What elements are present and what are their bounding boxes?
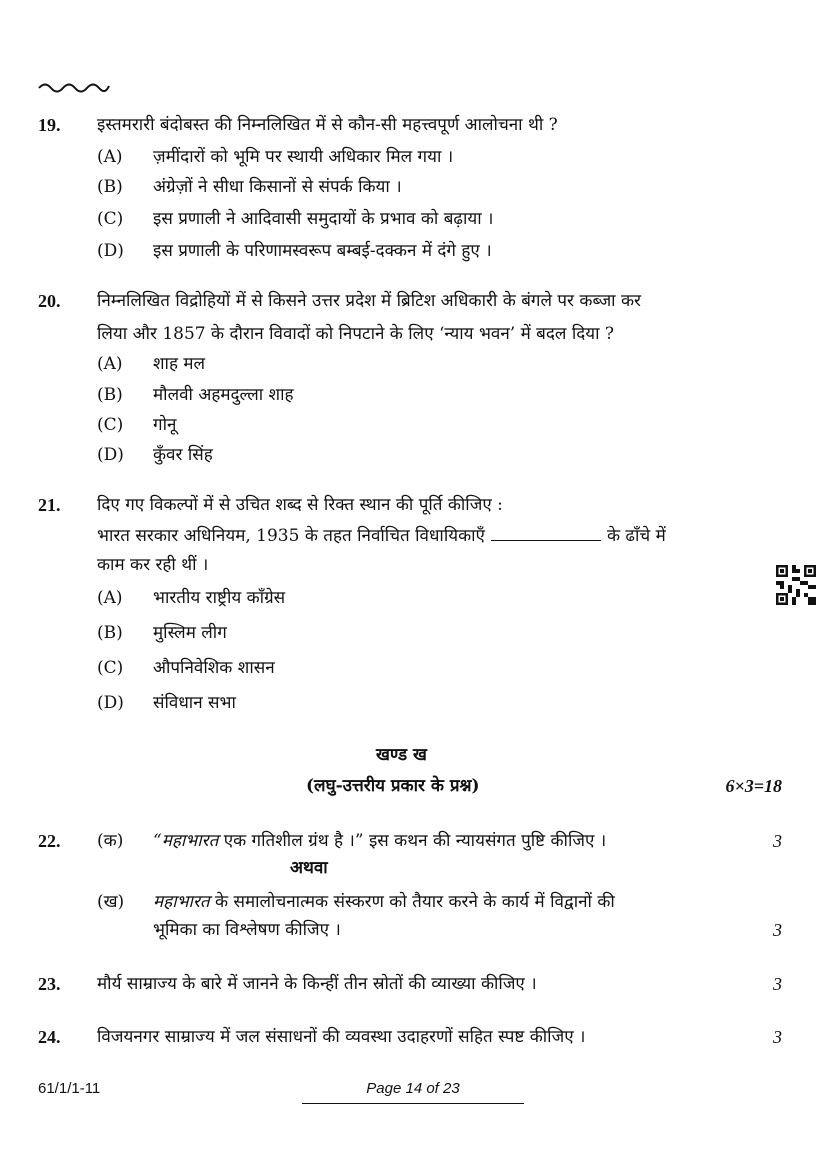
or-separator: अथवा: [290, 858, 328, 878]
question-text: इस्तमरारी बंदोबस्त की निम्नलिखित में से कौन-सी महत्त्वपूर्ण आलोचना थी ?: [97, 115, 558, 135]
question-text: विजयनगर साम्राज्य में जल संसाधनों की व्यवस्था उदाहरणों सहित स्पष्ट कीजिए ।: [97, 1027, 586, 1047]
option-text: इस प्रणाली ने आदिवासी समुदायों के प्रभाव को बढ़ाया ।: [153, 209, 494, 229]
subpart-label: (ख): [97, 892, 125, 912]
question-text: भूमिका का विश्लेषण कीजिए ।: [153, 920, 341, 940]
question-text-part: के ढाँचे में: [606, 526, 666, 546]
question-text: दिए गए विकल्पों में से उचित शब्द से रिक्त स्थान की पूर्ति कीजिए :: [97, 495, 503, 515]
option-label: (C): [97, 658, 124, 678]
question-text: लिया और 1857 के दौरान विवादों को निपटाने के लिए ‘न्याय भवन’ में बदल दिया ?: [97, 324, 615, 344]
marks: 3: [773, 974, 782, 994]
marks: 3: [773, 1027, 782, 1047]
option-label: (D): [97, 445, 124, 465]
option-label: (A): [97, 588, 123, 608]
option-text: शाह मल: [153, 354, 206, 374]
footer-divider: [302, 1103, 524, 1104]
option-label: (D): [97, 693, 124, 713]
option-label: (C): [97, 415, 124, 435]
option-text: गोनू: [153, 415, 177, 435]
option-text: अंग्रेज़ों ने सीधा किसानों से संपर्क किया ।: [153, 177, 402, 197]
option-text: औपनिवेशिक शासन: [153, 658, 275, 678]
italic-title: “महाभारत: [153, 831, 219, 851]
option-text: संविधान सभा: [153, 693, 236, 713]
question-number: 19.: [38, 115, 61, 135]
option-label: (A): [97, 147, 123, 167]
option-label: (B): [97, 177, 123, 197]
option-label: (A): [97, 354, 123, 374]
section-title: खण्ड ख: [376, 745, 427, 765]
option-label: (B): [97, 623, 123, 643]
wave-ornament-icon: [38, 80, 110, 94]
paper-code: 61/1/1-11: [38, 1080, 101, 1097]
question-number: 23.: [38, 974, 61, 994]
subpart-label: (क): [97, 831, 124, 851]
question-number: 21.: [38, 495, 61, 515]
option-text: कुँवर सिंह: [153, 445, 213, 465]
option-text: ज़मींदारों को भूमि पर स्थायी अधिकार मिल गया ।: [153, 147, 454, 167]
italic-title: महाभारत: [153, 892, 210, 912]
question-text: [153, 830, 606, 852]
option-label: (C): [97, 209, 124, 229]
question-text-part: के समालोचनात्मक संस्करण को तैयार करने के कार्य में विद्वानों की: [209, 892, 615, 912]
marks: 3: [773, 920, 782, 940]
page-number: Page 14 of 23: [366, 1080, 460, 1097]
question-text: काम कर रही थीं ।: [97, 555, 209, 575]
option-text: मौलवी अहमदुल्ला शाह: [153, 385, 294, 405]
option-text: भारतीय राष्ट्रीय काँग्रेस: [153, 588, 286, 608]
option-text: इस प्रणाली के परिणामस्वरूप बम्बई-दक्कन में दंगे हुए ।: [153, 241, 492, 261]
section-subtitle: (लघु-उत्तरीय प्रकार के प्रश्न): [306, 776, 480, 796]
option-label: (D): [97, 241, 124, 261]
question-number: 22.: [38, 831, 61, 851]
fill-in-blank: [491, 526, 601, 541]
question-text: [97, 525, 666, 547]
qr-code-icon: [776, 565, 816, 605]
question-number: 24.: [38, 1027, 61, 1047]
question-text-part: एक गतिशील ग्रंथ है ।” इस कथन की न्यायसंगत पुष्टि कीजिए ।: [218, 831, 607, 851]
question-text: निम्नलिखित विद्रोहियों में से किसने उत्तर प्रदेश में ब्रिटिश अधिकारी के बंगले पर कब्जा कर: [97, 291, 642, 311]
question-text-part: भारत सरकार अधिनियम, 1935 के तहत निर्वाचित विधायिकाएँ: [97, 526, 485, 546]
option-text: मुस्लिम लीग: [153, 623, 227, 643]
question-number: 20.: [38, 291, 61, 311]
option-label: (B): [97, 385, 123, 405]
marks: 3: [773, 831, 782, 851]
section-marks: 6×3=18: [725, 776, 782, 796]
question-text: मौर्य साम्राज्य के बारे में जानने के किन्हीं तीन स्रोतों की व्याख्या कीजिए ।: [97, 974, 537, 994]
question-text: [153, 891, 615, 913]
